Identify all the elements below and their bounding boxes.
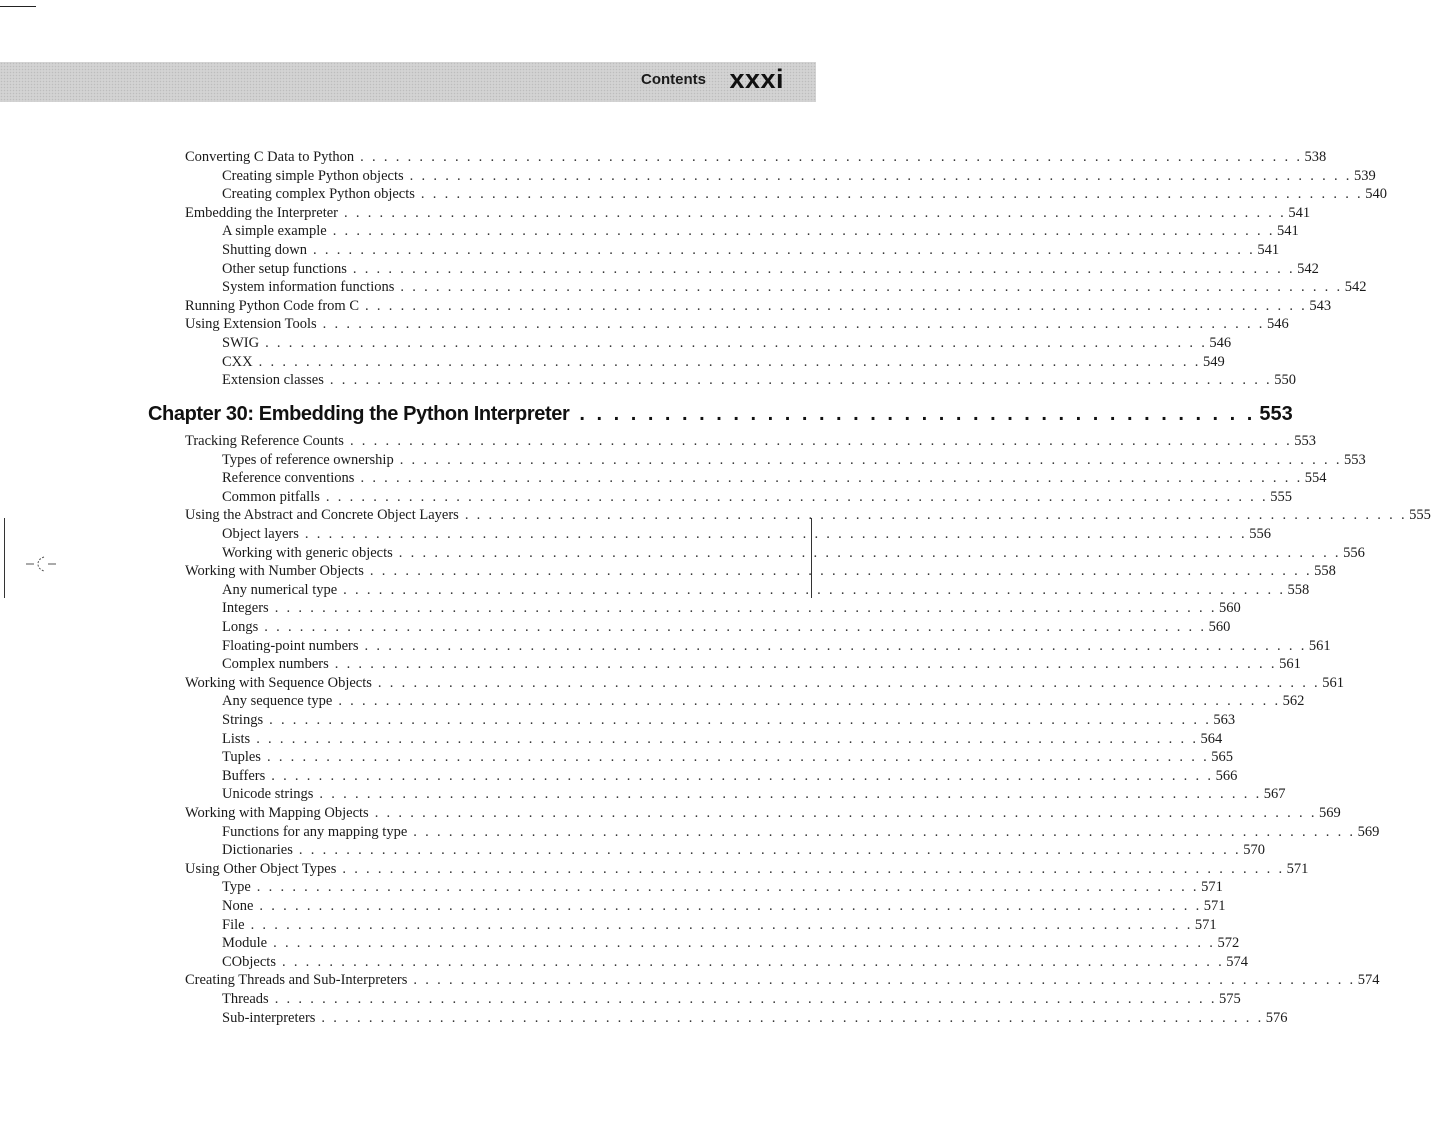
toc-subsection-entry[interactable] <box>222 748 1234 767</box>
entry-page: 553 <box>1344 451 1366 468</box>
entry-page: 541 <box>1288 204 1311 221</box>
entry-page: 556 <box>1343 544 1365 561</box>
entry-title: Sub-interpreters <box>222 1009 316 1026</box>
entry-title: CXX <box>222 353 253 370</box>
dot-leader: . . . . . . . . . . . . . . . . . . . . . . . . . . . . . . . . . . . . . . . . . . . . . . . . . . . . . . . . . . . . . . . . . . . . . . . . . . . . . . . . <box>349 433 1293 449</box>
dot-leader: . . . . . . . . . . . . . . . . . . . . . . . . . . . . . . . . . . . . . . . . . . . . . . . . . . . . . . . . . . . . . . . . . . . . . . . . . . . . . . . . <box>258 353 1201 370</box>
entry-page: 558 <box>1314 563 1336 580</box>
entry-page: 571 <box>1194 916 1217 933</box>
entry-title: Dictionaries <box>222 842 293 859</box>
toc-subsection-entry[interactable] <box>222 241 1280 260</box>
dot-leader: . . . . . . . . . . . . . . . . . . . . . . . . . . . . . . . . . . . . . . . . . . . . . . . . . . . . . . . . . . . . . . . . . . . . . . . . . . . . . . . . <box>325 488 1268 505</box>
dot-leader: . . . . . . . . . . . . . . . . . . . . . . . . . . . . . . . . . . . . . . . . . . . . . . . . . . . . . . . . . . . . . . . . . . . . . . . . . . . . . . . . <box>250 916 1193 933</box>
toc-subsection-entry[interactable] <box>222 488 1292 507</box>
registration-mark-icon <box>26 553 66 575</box>
entry-title: Any sequence type <box>222 693 333 710</box>
toc-section-entry[interactable] <box>185 297 1332 316</box>
dot-leader: . . . . . . . . . . . . . . . . . . . . . . . . . . . . . . . . . . . . . . . . . . . . . . . . . . . . . . . . . . . . . . . . . . . . . . . . . . . . . . . . <box>420 186 1363 203</box>
entry-page: 571 <box>1201 879 1223 896</box>
entry-page: 542 <box>1344 279 1367 296</box>
dot-leader: . . . . . . . . . . . . . . . . . . . . . . . . . . . . . . . . . . . . . . . . . . . . . . . . . . . . . . . . . . . . . . . . . . . . . . . . . . . . . . . . <box>281 953 1225 970</box>
dot-leader: . . . . . . . . . . . . . . . . . . . . . . . . . . . . . . . . . . . . . . . . . . . . . . . . . . . . . . . . . . . . . . . . . . . . . . . . . . . . . . . . <box>342 860 1285 877</box>
entry-page: 541 <box>1277 223 1299 240</box>
entry-title: File <box>222 916 245 933</box>
dot-leader: . . . . . . . . . . . . . . . . . . . . . . . . . . . . . . . . . . . . . . . . . . . . . . . . . . . . . . . . . . . . . . . . . . . . . . . . . . . . . . . . <box>329 372 1272 389</box>
entry-page: 563 <box>1213 712 1236 728</box>
entry-page: 567 <box>1263 786 1286 803</box>
toc-section-entry[interactable] <box>185 971 1380 990</box>
entry-title: Strings <box>222 712 264 728</box>
toc-subsection-entry[interactable] <box>222 278 1367 297</box>
entry-page: 574 <box>1226 953 1249 970</box>
entry-page: 560 <box>1219 600 1241 617</box>
entry-page: 569 <box>1319 805 1341 821</box>
entry-title: Shutting down <box>222 242 307 258</box>
entry-page: 540 <box>1365 186 1387 203</box>
entry-page: 572 <box>1217 935 1240 952</box>
toc-subsection-entry[interactable] <box>222 260 1319 279</box>
dot-leader: . . . . . . . . . . . . . . . . . . . . . . . . . . . . . . . . . . . . . . . . . . . . . . . . . . . . . . . . . . . . . . . . . . . . . . . . . . . . . . . . <box>321 1009 1264 1026</box>
entry-title: Types of reference ownership <box>222 451 394 468</box>
entry-title: Floating-point numbers <box>222 637 359 654</box>
dot-leader: . . . . . . . . . . . . . . . . . . . . . . . . . . . . . . . . . . . . . . . . . . . . . . . . . . . . . . . . . . . . . . . . . . . . . . . . . . . . . . . . <box>269 712 1212 728</box>
entry-title: Using the Abstract and Concrete Object Layers <box>185 507 459 524</box>
toc-section-entry[interactable] <box>185 674 1344 693</box>
toc-subsection-entry[interactable] <box>222 878 1223 897</box>
dot-leader: . . . . . . . . . . . . . . . . . . . . . . . . . . . . . . . . . . . . . . . . . . . . . . . . . . . . . . . . . . . . . . . . . . . . . . . . . . . . . . . . <box>464 507 1407 524</box>
toc-subsection-entry[interactable] <box>222 934 1240 953</box>
toc-subsection-entry[interactable] <box>222 371 1296 390</box>
entry-title: Working with Mapping Objects <box>185 805 369 821</box>
dot-leader: . . . . . . . . . . . . . . . . . . . . . . . . . . . . . . . . . . . . . . . . . . . . . . . . . . . . . . . . . . . . . . . . . . . . . . . . . . . . . . . . <box>271 767 1214 784</box>
entry-page: 541 <box>1257 242 1280 258</box>
toc-section-entry[interactable] <box>185 562 1336 581</box>
entry-page: 566 <box>1215 767 1238 784</box>
entry-title: Working with Number Objects <box>185 563 364 580</box>
entry-page: 564 <box>1200 730 1223 747</box>
dot-leader: . . . . . . . . . . . . . . . . . . . . . . . . . . . . . . . . . . . . . . . . . . . . . . . . . . . . . . . . . . . . . . . . . . . . . . . . . . . . . . . . <box>264 619 1207 635</box>
entry-title: Common pitfalls <box>222 488 320 505</box>
dot-leader: . . . . . . . . . . . . . . . . . . . . . . . . . . . . . . . . . . . . . . . . . . . . . . . . . . . . . . . . . . . . . . . . . . . . . . . . . . . . . . . . <box>400 279 1343 296</box>
toc-subsection-entry[interactable] <box>222 353 1225 372</box>
toc-subsection-entry[interactable] <box>222 692 1305 711</box>
entry-page: 570 <box>1243 842 1265 859</box>
entry-title: Module <box>222 935 268 952</box>
entry-page: 554 <box>1304 470 1327 487</box>
entry-page: 575 <box>1219 991 1241 1007</box>
dot-leader: . . . . . . . . . . . . . . . . . . . . . . . . . . . . . . . . . . . . . . . . . . . . . . . . . . . . . . . . . . . . . . . . . . . . . . . . . . . . . . . . <box>352 260 1295 277</box>
toc-subsection-entry[interactable] <box>222 637 1331 656</box>
dot-leader: . . . . . . . . . . . . . . . . . . . . . . . . . . . . . . . . . . . . . . . . . . . . . . . . . . . . . . . . . . . . . . . . . . . . . . . . . . . . . . . . <box>413 823 1356 840</box>
dot-leader: . . . . . . . . . . . . . . . . . . . . . . . . . . . . . . . . . . . . . . . . . . . . . . . . . . . . . . . . . . . . . . . . . . . . . . . . . . . . . . . . <box>265 335 1208 351</box>
entry-title: Any numerical type <box>222 581 338 598</box>
entry-title: Extension classes <box>222 372 324 389</box>
entry-title: Other setup functions <box>222 260 347 277</box>
entry-title: Converting C Data to Python <box>185 149 355 165</box>
toc-subsection-entry[interactable] <box>222 655 1301 674</box>
toc-subsection-entry[interactable] <box>222 767 1238 786</box>
toc-section-entry[interactable] <box>185 432 1317 451</box>
toc-subsection-entry[interactable] <box>222 525 1271 544</box>
entry-title: Type <box>222 879 251 896</box>
entry-title: A simple example <box>222 223 327 240</box>
toc-subsection-entry[interactable] <box>222 469 1327 488</box>
entry-page: 542 <box>1297 260 1319 277</box>
dot-leader: . . . . . . . . . . . . . . . . . . . . . . . . . . . . . . . . . . . . . . . . <box>579 403 1256 425</box>
toc-subsection-entry[interactable] <box>222 990 1241 1009</box>
dot-leader: . . . . . . . . . . . . . . . . . . . . . . . . . . . . . . . . . . . . . . . . . . . . . . . . . . . . . . . . . . . . . . . . . . . . . . . . . . . . . . . . <box>334 656 1277 673</box>
dot-leader: . . . . . . . . . . . . . . . . . . . . . . . . . . . . . . . . . . . . . . . . . . . . . . . . . . . . . . . . . . . . . . . . . . . . . . . . . . . . . . . . <box>274 991 1217 1007</box>
toc-section-entry[interactable] <box>185 860 1309 879</box>
toc-subsection-entry[interactable] <box>222 185 1387 204</box>
entry-title: Tracking Reference Counts <box>185 433 344 449</box>
dot-leader: . . . . . . . . . . . . . . . . . . . . . . . . . . . . . . . . . . . . . . . . . . . . . . . . . . . . . . . . . . . . . . . . . . . . . . . . . . . . . . . . <box>365 297 1308 314</box>
entry-page: 571 <box>1286 860 1309 877</box>
entry-title: Using Other Object Types <box>185 860 337 877</box>
toc-subsection-entry[interactable] <box>222 334 1232 353</box>
dot-leader: . . . . . . . . . . . . . . . . . . . . . . . . . . . . . . . . . . . . . . . . . . . . . . . . . . . . . . . . . . . . . . . . . . . . . . . . . . . . . . . . <box>256 730 1199 747</box>
toc-subsection-entry[interactable] <box>222 1009 1288 1028</box>
dot-leader: . . . . . . . . . . . . . . . . . . . . . . . . . . . . . . . . . . . . . . . . . . . . . . . . . . . . . . . . . . . . . . . . . . . . . . . . . . . . . . . . <box>298 842 1241 859</box>
entry-page: 561 <box>1322 674 1344 691</box>
dot-leader: . . . . . . . . . . . . . . . . . . . . . . . . . . . . . . . . . . . . . . . . . . . . . . . . . . . . . . . . . . . . . . . . . . . . . . . . . . . . . . . . <box>313 242 1256 258</box>
entry-page: 558 <box>1287 581 1310 598</box>
entry-title: Longs <box>222 619 259 635</box>
entry-title: System information functions <box>222 279 395 296</box>
entry-page: 561 <box>1308 637 1331 654</box>
toc-subsection-entry[interactable] <box>222 785 1286 804</box>
entry-title: Reference conventions <box>222 470 355 487</box>
entry-page: 571 <box>1203 898 1226 914</box>
entry-page: 555 <box>1409 507 1431 524</box>
entry-page: 539 <box>1353 167 1376 184</box>
toc-subsection-entry[interactable] <box>222 953 1249 972</box>
dot-leader: . . . . . . . . . . . . . . . . . . . . . . . . . . . . . . . . . . . . . . . . . . . . . . . . . . . . . . . . . . . . . . . . . . . . . . . . . . . . . . . . <box>256 879 1199 896</box>
dot-leader: . . . . . . . . . . . . . . . . . . . . . . . . . . . . . . . . . . . . . . . . . . . . . . . . . . . . . . . . . . . . . . . . . . . . . . . . . . . . . . . . <box>360 470 1303 487</box>
entry-title: Buffers <box>222 767 266 784</box>
dot-leader: . . . . . . . . . . . . . . . . . . . . . . . . . . . . . . . . . . . . . . . . . . . . . . . . . . . . . . . . . . . . . . . . . . . . . . . . . . . . . . . . <box>364 637 1307 654</box>
entry-page: 561 <box>1279 656 1301 673</box>
entry-title: Tuples <box>222 749 261 766</box>
dot-leader: . . . . . . . . . . . . . . . . . . . . . . . . . . . . . . . . . . . . . . . . . . . . . . . . . . . . . . . . . . . . . . . . . . . . . . . . . . . . . . . . <box>322 316 1265 333</box>
toc-subsection-entry[interactable] <box>222 451 1366 470</box>
entry-title: Working with generic objects <box>222 544 393 561</box>
entry-title: Embedding the Interpreter <box>185 204 338 221</box>
entry-page: 576 <box>1265 1009 1288 1026</box>
toc-subsection-entry[interactable] <box>222 841 1265 860</box>
toc-section-entry[interactable] <box>185 804 1341 823</box>
toc-subsection-entry[interactable] <box>222 222 1299 241</box>
entry-title: Threads <box>222 991 269 1007</box>
entry-title: Working with Sequence Objects <box>185 674 372 691</box>
dot-leader: . . . . . . . . . . . . . . . . . . . . . . . . . . . . . . . . . . . . . . . . . . . . . . . . . . . . . . . . . . . . . . . . . . . . . . . . . . . . . . . . <box>398 544 1341 561</box>
dot-leader: . . . . . . . . . . . . . . . . . . . . . . . . . . . . . . . . . . . . . . . . . . . . . . . . . . . . . . . . . . . . . . . . . . . . . . . . . . . . . . . . <box>409 167 1352 184</box>
entry-page: 562 <box>1282 693 1305 710</box>
dot-leader: . . . . . . . . . . . . . . . . . . . . . . . . . . . . . . . . . . . . . . . . . . . . . . . . . . . . . . . . . . . . . . . . . . . . . . . . . . . . . . . . <box>274 600 1217 617</box>
entry-page: 556 <box>1249 526 1271 542</box>
entry-page: 569 <box>1357 823 1380 840</box>
dot-leader: . . . . . . . . . . . . . . . . . . . . . . . . . . . . . . . . . . . . . . . . . . . . . . . . . . . . . . . . . . . . . . . . . . . . . . . . . . . . . . . . <box>369 563 1312 580</box>
dot-leader: . . . . . . . . . . . . . . . . . . . . . . . . . . . . . . . . . . . . . . . . . . . . . . . . . . . . . . . . . . . . . . . . . . . . . . . . . . . . . . . . <box>374 805 1317 821</box>
toc-subsection-entry[interactable] <box>222 823 1380 842</box>
toc-section-entry[interactable] <box>185 506 1431 525</box>
entry-title: Unicode strings <box>222 786 314 803</box>
dot-leader: . . . . . . . . . . . . . . . . . . . . . . . . . . . . . . . . . . . . . . . . . . . . . . . . . . . . . . . . . . . . . . . . . . . . . . . . . . . . . . . . <box>344 204 1287 221</box>
entry-title: Integers <box>222 600 269 617</box>
page-folio: xxxi <box>729 64 784 94</box>
toc-subsection-entry[interactable] <box>222 618 1231 637</box>
entry-title: Creating simple Python objects <box>222 167 404 184</box>
entry-title: Lists <box>222 730 251 747</box>
toc-section-entry[interactable] <box>185 204 1311 223</box>
dot-leader: . . . . . . . . . . . . . . . . . . . . . . . . . . . . . . . . . . . . . . . . . . . . . . . . . . . . . . . . . . . . . . . . . . . . . . . . . . . . . . . . <box>266 749 1210 766</box>
chapter-page: 553 <box>1259 403 1293 425</box>
entry-page: 546 <box>1209 335 1232 351</box>
entry-title: SWIG <box>222 335 260 351</box>
dot-leader: . . . . . . . . . . . . . . . . . . . . . . . . . . . . . . . . . . . . . . . . . . . . . . . . . . . . . . . . . . . . . . . . . . . . . . . . . . . . . . . . <box>338 693 1281 710</box>
entry-title: Complex numbers <box>222 656 329 673</box>
entry-page: 543 <box>1309 297 1332 314</box>
entry-page: 550 <box>1274 372 1296 389</box>
entry-title: Creating complex Python objects <box>222 186 415 203</box>
toc-subsection-entry[interactable] <box>222 167 1376 186</box>
dot-leader: . . . . . . . . . . . . . . . . . . . . . . . . . . . . . . . . . . . . . . . . . . . . . . . . . . . . . . . . . . . . . . . . . . . . . . . . . . . . . . . . <box>319 786 1262 803</box>
entry-title: Running Python Code from C <box>185 297 360 314</box>
toc-subsection-entry[interactable] <box>222 544 1365 563</box>
dot-leader: . . . . . . . . . . . . . . . . . . . . . . . . . . . . . . . . . . . . . . . . . . . . . . . . . . . . . . . . . . . . . . . . . . . . . . . . . . . . . . . . <box>273 935 1216 952</box>
toc-subsection-entry[interactable] <box>222 581 1310 600</box>
dot-leader: . . . . . . . . . . . . . . . . . . . . . . . . . . . . . . . . . . . . . . . . . . . . . . . . . . . . . . . . . . . . . . . . . . . . . . . . . . . . . . . . <box>332 223 1275 240</box>
entry-page: 565 <box>1211 749 1234 766</box>
dot-leader: . . . . . . . . . . . . . . . . . . . . . . . . . . . . . . . . . . . . . . . . . . . . . . . . . . . . . . . . . . . . . . . . . . . . . . . . . . . . . . . . <box>399 451 1342 468</box>
chapter-title: Chapter 30: Embedding the Python Interpreter <box>148 403 570 425</box>
entry-page: 546 <box>1266 316 1289 333</box>
entry-title: Creating Threads and Sub-Interpreters <box>185 972 408 989</box>
dot-leader: . . . . . . . . . . . . . . . . . . . . . . . . . . . . . . . . . . . . . . . . . . . . . . . . . . . . . . . . . . . . . . . . . . . . . . . . . . . . . . . . <box>304 526 1247 542</box>
toc-subsection-entry[interactable] <box>222 916 1217 935</box>
entry-title: Object layers <box>222 526 299 542</box>
dot-leader: . . . . . . . . . . . . . . . . . . . . . . . . . . . . . . . . . . . . . . . . . . . . . . . . . . . . . . . . . . . . . . . . . . . . . . . . . . . . . . . . <box>360 149 1303 165</box>
dot-leader: . . . . . . . . . . . . . . . . . . . . . . . . . . . . . . . . . . . . . . . . . . . . . . . . . . . . . . . . . . . . . . . . . . . . . . . . . . . . . . . . <box>413 972 1356 989</box>
chapter-heading[interactable] <box>148 400 1293 428</box>
entry-page: 555 <box>1270 488 1292 505</box>
entry-page: 560 <box>1208 619 1231 635</box>
entry-title: None <box>222 898 254 914</box>
toc-section-entry[interactable] <box>185 315 1289 334</box>
dot-leader: . . . . . . . . . . . . . . . . . . . . . . . . . . . . . . . . . . . . . . . . . . . . . . . . . . . . . . . . . . . . . . . . . . . . . . . . . . . . . . . . <box>259 898 1202 914</box>
toc-section-entry[interactable] <box>185 148 1327 167</box>
entry-title: Using Extension Tools <box>185 316 317 333</box>
crop-mark-left <box>4 518 5 598</box>
crop-corner-mark <box>0 6 36 7</box>
entry-title: CObjects <box>222 953 276 970</box>
running-head: Contents <box>641 71 706 88</box>
entry-title: Functions for any mapping type <box>222 823 408 840</box>
dot-leader: . . . . . . . . . . . . . . . . . . . . . . . . . . . . . . . . . . . . . . . . . . . . . . . . . . . . . . . . . . . . . . . . . . . . . . . . . . . . . . . . <box>377 674 1320 691</box>
toc-subsection-entry[interactable] <box>222 599 1241 618</box>
toc-subsection-entry[interactable] <box>222 711 1236 730</box>
entry-page: 574 <box>1357 972 1380 989</box>
toc-subsection-entry[interactable] <box>222 730 1223 749</box>
entry-page: 538 <box>1304 149 1327 165</box>
entry-page: 553 <box>1294 433 1317 449</box>
toc-subsection-entry[interactable] <box>222 897 1226 916</box>
dot-leader: . . . . . . . . . . . . . . . . . . . . . . . . . . . . . . . . . . . . . . . . . . . . . . . . . . . . . . . . . . . . . . . . . . . . . . . . . . . . . . . . <box>343 581 1286 598</box>
entry-page: 549 <box>1202 353 1225 370</box>
